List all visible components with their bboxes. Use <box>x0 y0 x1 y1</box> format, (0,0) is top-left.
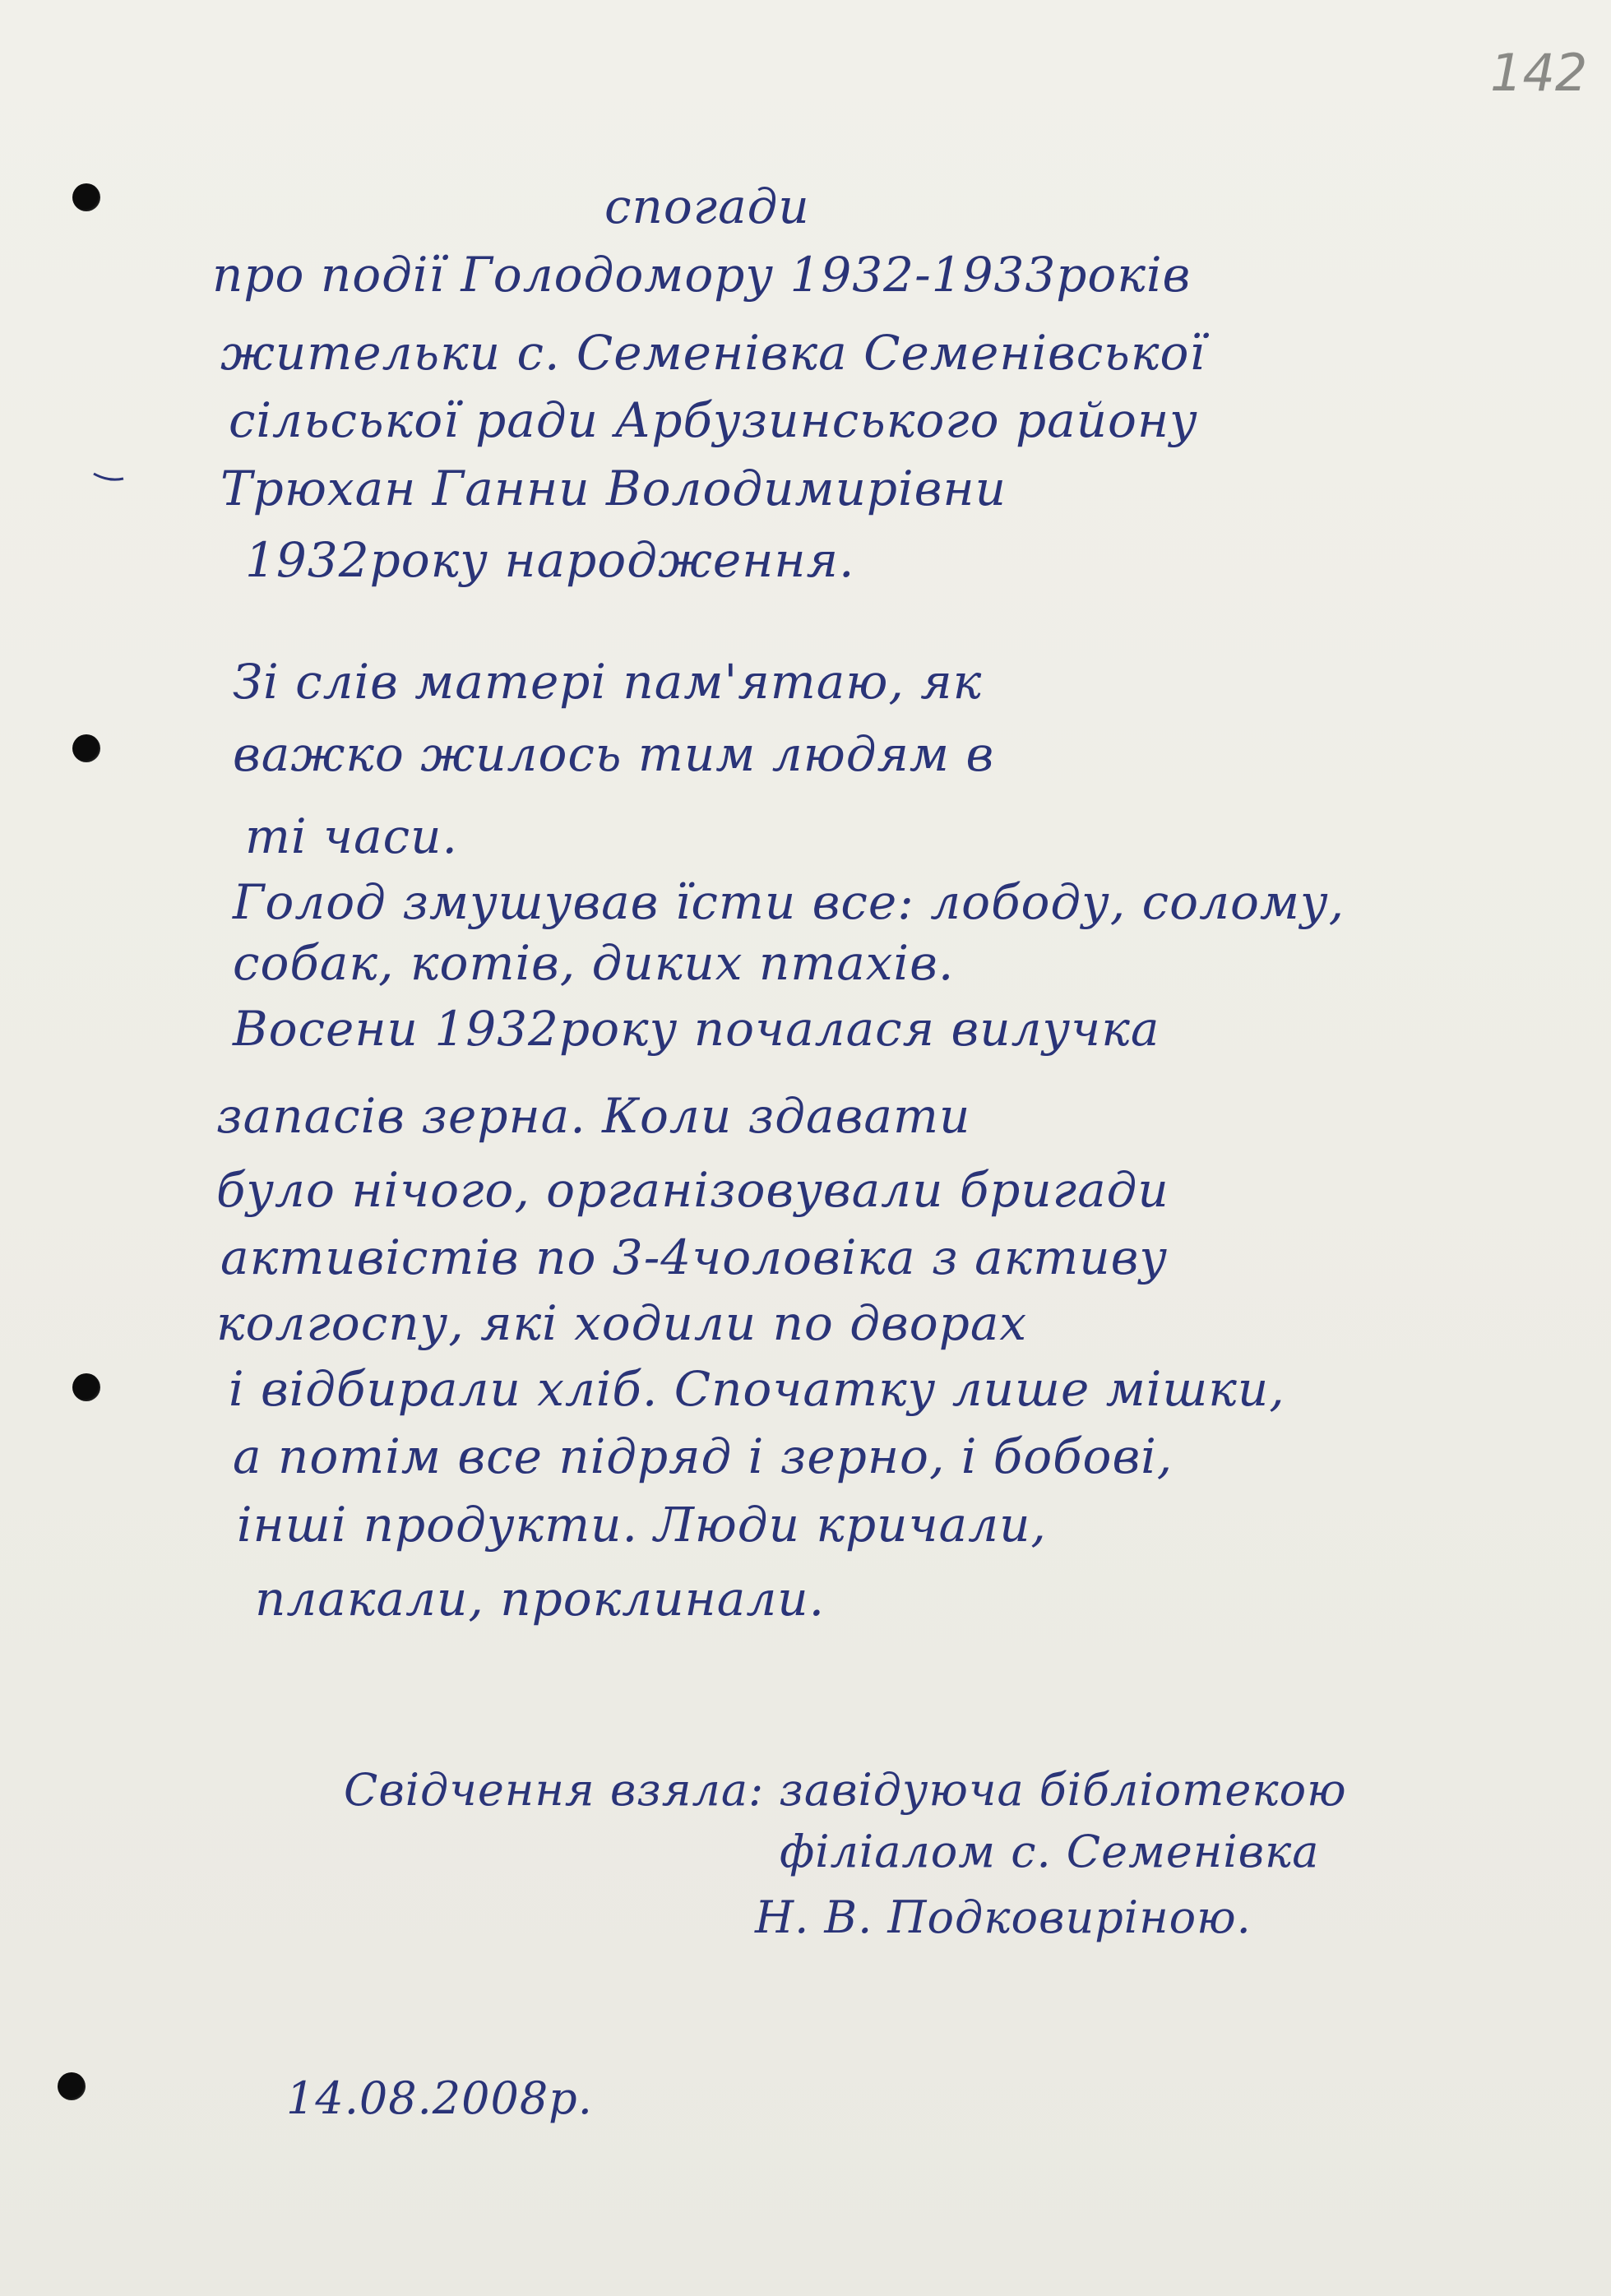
document-title: спогади <box>604 178 810 234</box>
page-number: 142 <box>1490 43 1588 103</box>
punch-hole <box>72 183 100 211</box>
body-line: а потім все підряд і зерно, і бобові, <box>233 1428 1174 1484</box>
body-line: Голод змушував їсти все: лободу, солому, <box>233 874 1345 930</box>
header-line: сільської ради Арбузинського району <box>229 392 1198 448</box>
body-line: собак, котів, диких птахів. <box>233 935 955 991</box>
margin-tick-mark <box>92 470 125 488</box>
body-line: важко жилось тим людям в <box>233 726 995 782</box>
body-line: активістів по 3-4чоловіка з активу <box>220 1229 1169 1285</box>
body-line: Восени 1932року почалася вилучка <box>233 1001 1160 1057</box>
attestation-line: Свідчення взяла: завідуюча бібліотекою <box>344 1764 1347 1816</box>
header-line: 1932року народження. <box>245 532 855 588</box>
body-line: було нічого, організовували бригади <box>216 1162 1169 1218</box>
body-line: інші продукти. Люди кричали, <box>237 1497 1047 1553</box>
attestation-line: філіалом с. Семенівка <box>780 1826 1320 1877</box>
punch-hole <box>58 2072 86 2100</box>
punch-hole <box>72 1373 100 1401</box>
body-line: Зі слів матері пам'ятаю, як <box>233 654 983 710</box>
attestation-signature: Н. В. Подковиріною. <box>755 1891 1252 1943</box>
body-line: і відбирали хліб. Спочатку лише мішки, <box>229 1361 1285 1417</box>
body-line: запасів зерна. Коли здавати <box>216 1088 971 1144</box>
header-line: жительки с. Семенівка Семенівської <box>220 325 1206 381</box>
body-line: колгоспу, які ходили по дворах <box>216 1295 1028 1351</box>
body-line: ті часи. <box>245 808 458 864</box>
body-line: плакали, проклинали. <box>255 1571 826 1627</box>
punch-hole <box>72 734 100 762</box>
document-date: 14.08.2008р. <box>286 2072 593 2124</box>
header-line: Трюхан Ганни Володимирівни <box>220 461 1007 516</box>
header-line: про події Голодомору 1932-1933років <box>212 247 1192 303</box>
